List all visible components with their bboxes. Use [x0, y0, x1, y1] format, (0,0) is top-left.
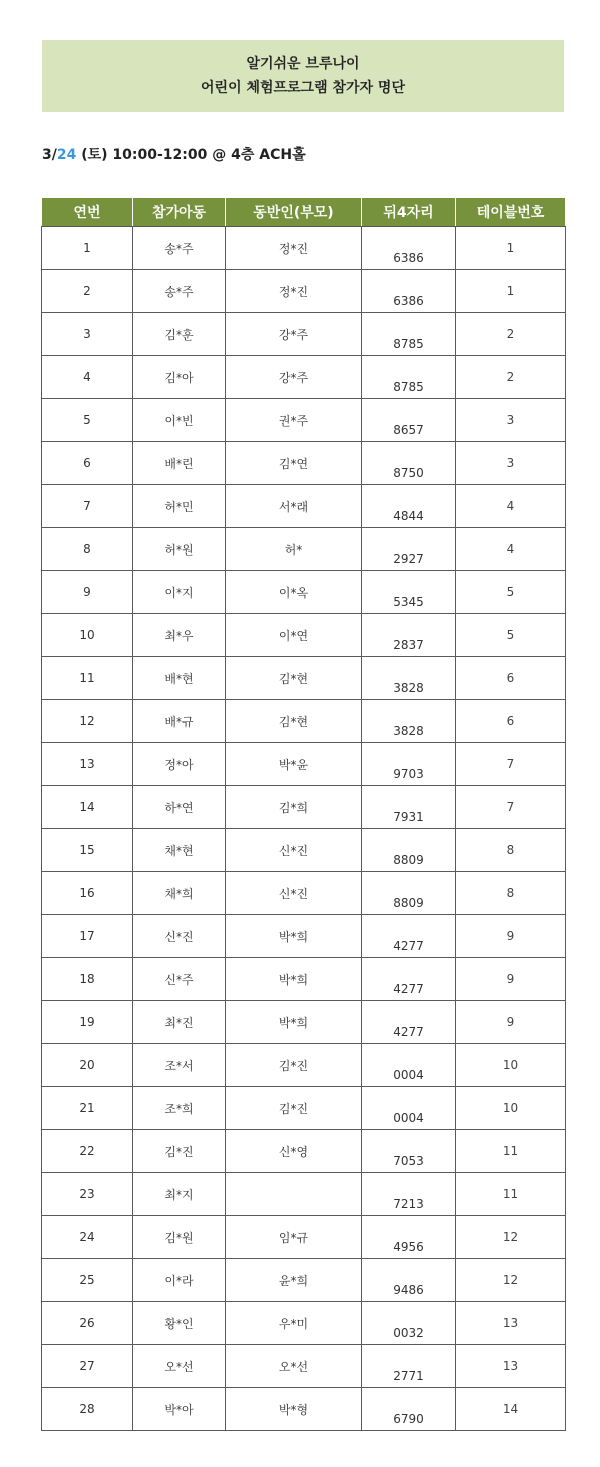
- table-row: [42, 1302, 566, 1345]
- cell-serial: 18: [42, 958, 133, 1001]
- cell-table-no: 13: [456, 1345, 566, 1388]
- cell-child: 하*연: [133, 786, 226, 829]
- table-row: [42, 1001, 566, 1044]
- cell-guardian: 박*형: [226, 1388, 362, 1431]
- cell-guardian: 박*희: [226, 915, 362, 958]
- cell-phone: 4277: [362, 1001, 456, 1044]
- cell-guardian: 신*영: [226, 1130, 362, 1173]
- cell-guardian: 이*옥: [226, 571, 362, 614]
- table-row: [42, 485, 566, 528]
- cell-table-no: 2: [456, 313, 566, 356]
- cell-phone: 9703: [362, 743, 456, 786]
- cell-serial: 15: [42, 829, 133, 872]
- cell-table-no: 3: [456, 399, 566, 442]
- cell-child: 송*주: [133, 270, 226, 313]
- cell-serial: 21: [42, 1087, 133, 1130]
- cell-child: 김*훈: [133, 313, 226, 356]
- cell-phone: 8750: [362, 442, 456, 485]
- cell-table-no: 1: [456, 270, 566, 313]
- cell-child: 김*진: [133, 1130, 226, 1173]
- cell-table-no: 12: [456, 1216, 566, 1259]
- cell-table-no: 11: [456, 1173, 566, 1216]
- cell-table-no: 12: [456, 1259, 566, 1302]
- title-line-2: 어린이 체험프로그램 참가자 명단: [201, 80, 405, 96]
- table-row: [42, 356, 566, 399]
- cell-phone: 6386: [362, 270, 456, 313]
- cell-child: 조*희: [133, 1087, 226, 1130]
- cell-guardian: 권*주: [226, 399, 362, 442]
- cell-phone: 8785: [362, 356, 456, 399]
- cell-phone: 9486: [362, 1259, 456, 1302]
- cell-child: 허*민: [133, 485, 226, 528]
- table-row: [42, 227, 566, 270]
- title-line-1: 알기쉬운 브루나이: [246, 56, 360, 72]
- table-row: [42, 1345, 566, 1388]
- cell-child: 배*린: [133, 442, 226, 485]
- cell-child: 정*아: [133, 743, 226, 786]
- participant-table: [41, 197, 566, 1431]
- cell-phone: 3828: [362, 657, 456, 700]
- cell-table-no: 4: [456, 485, 566, 528]
- cell-table-no: 7: [456, 743, 566, 786]
- cell-table-no: 9: [456, 915, 566, 958]
- cell-guardian: 오*선: [226, 1345, 362, 1388]
- cell-serial: 11: [42, 657, 133, 700]
- cell-phone: 5345: [362, 571, 456, 614]
- table-row: [42, 872, 566, 915]
- cell-child: 조*서: [133, 1044, 226, 1087]
- cell-guardian: 윤*희: [226, 1259, 362, 1302]
- cell-serial: 28: [42, 1388, 133, 1431]
- cell-serial: 26: [42, 1302, 133, 1345]
- cell-phone: 8785: [362, 313, 456, 356]
- table-row: [42, 786, 566, 829]
- cell-serial: 4: [42, 356, 133, 399]
- cell-child: 신*주: [133, 958, 226, 1001]
- header-child: 참가아동: [133, 198, 226, 227]
- cell-guardian: 신*진: [226, 872, 362, 915]
- cell-table-no: 9: [456, 958, 566, 1001]
- cell-child: 오*선: [133, 1345, 226, 1388]
- cell-phone: 2771: [362, 1345, 456, 1388]
- header-phone-last4: 뒤4자리: [362, 198, 456, 227]
- cell-serial: 12: [42, 700, 133, 743]
- cell-child: 박*아: [133, 1388, 226, 1431]
- cell-serial: 5: [42, 399, 133, 442]
- table-row: [42, 1044, 566, 1087]
- cell-guardian: 김*현: [226, 657, 362, 700]
- cell-serial: 20: [42, 1044, 133, 1087]
- cell-child: 배*현: [133, 657, 226, 700]
- cell-table-no: 5: [456, 571, 566, 614]
- table-row: [42, 614, 566, 657]
- header-table-number: 테이블번호: [456, 198, 566, 227]
- cell-table-no: 10: [456, 1087, 566, 1130]
- cell-guardian: 강*주: [226, 356, 362, 399]
- cell-phone: 7931: [362, 786, 456, 829]
- cell-guardian: 김*진: [226, 1044, 362, 1087]
- cell-child: 채*현: [133, 829, 226, 872]
- cell-table-no: 10: [456, 1044, 566, 1087]
- cell-table-no: 4: [456, 528, 566, 571]
- cell-phone: 0004: [362, 1044, 456, 1087]
- table-row: [42, 270, 566, 313]
- table-row: [42, 1087, 566, 1130]
- cell-child: 이*빈: [133, 399, 226, 442]
- table-row: [42, 1130, 566, 1173]
- cell-table-no: 8: [456, 829, 566, 872]
- cell-serial: 1: [42, 227, 133, 270]
- cell-table-no: 8: [456, 872, 566, 915]
- cell-phone: 4277: [362, 958, 456, 1001]
- table-row: [42, 1173, 566, 1216]
- cell-guardian: 허*: [226, 528, 362, 571]
- table-row: [42, 528, 566, 571]
- cell-serial: 17: [42, 915, 133, 958]
- cell-guardian: 김*현: [226, 700, 362, 743]
- table-row: [42, 571, 566, 614]
- cell-serial: 23: [42, 1173, 133, 1216]
- cell-child: 송*주: [133, 227, 226, 270]
- cell-guardian: 김*희: [226, 786, 362, 829]
- cell-guardian: 이*연: [226, 614, 362, 657]
- cell-phone: 4277: [362, 915, 456, 958]
- cell-table-no: 7: [456, 786, 566, 829]
- cell-child: 김*원: [133, 1216, 226, 1259]
- cell-serial: 2: [42, 270, 133, 313]
- cell-serial: 25: [42, 1259, 133, 1302]
- cell-guardian: 김*진: [226, 1087, 362, 1130]
- cell-guardian: 신*진: [226, 829, 362, 872]
- cell-phone: 6790: [362, 1388, 456, 1431]
- cell-table-no: 2: [456, 356, 566, 399]
- cell-serial: 8: [42, 528, 133, 571]
- table-row: [42, 1216, 566, 1259]
- cell-phone: 2927: [362, 528, 456, 571]
- table-row: [42, 1259, 566, 1302]
- cell-child: 이*지: [133, 571, 226, 614]
- cell-phone: 2837: [362, 614, 456, 657]
- cell-table-no: 13: [456, 1302, 566, 1345]
- cell-child: 허*원: [133, 528, 226, 571]
- cell-phone: 0004: [362, 1087, 456, 1130]
- cell-table-no: 14: [456, 1388, 566, 1431]
- cell-guardian: 박*희: [226, 1001, 362, 1044]
- cell-guardian: [226, 1173, 362, 1216]
- cell-child: 최*진: [133, 1001, 226, 1044]
- cell-guardian: 서*래: [226, 485, 362, 528]
- header-serial: 연번: [42, 198, 133, 227]
- cell-phone: 6386: [362, 227, 456, 270]
- cell-phone: 3828: [362, 700, 456, 743]
- cell-table-no: 11: [456, 1130, 566, 1173]
- cell-table-no: 3: [456, 442, 566, 485]
- table-row: [42, 958, 566, 1001]
- cell-phone: 8657: [362, 399, 456, 442]
- cell-child: 황*인: [133, 1302, 226, 1345]
- table-row: [42, 700, 566, 743]
- cell-phone: 8809: [362, 872, 456, 915]
- cell-guardian: 우*미: [226, 1302, 362, 1345]
- table-row: [42, 657, 566, 700]
- cell-serial: 14: [42, 786, 133, 829]
- cell-child: 배*규: [133, 700, 226, 743]
- cell-table-no: 6: [456, 700, 566, 743]
- schedule-day: 24: [56, 147, 77, 163]
- cell-table-no: 1: [456, 227, 566, 270]
- cell-child: 신*진: [133, 915, 226, 958]
- cell-table-no: 9: [456, 1001, 566, 1044]
- cell-serial: 13: [42, 743, 133, 786]
- title-banner: [42, 40, 564, 112]
- cell-serial: 19: [42, 1001, 133, 1044]
- cell-guardian: 박*희: [226, 958, 362, 1001]
- cell-serial: 16: [42, 872, 133, 915]
- cell-serial: 6: [42, 442, 133, 485]
- cell-phone: 7053: [362, 1130, 456, 1173]
- cell-guardian: 임*규: [226, 1216, 362, 1259]
- cell-guardian: 정*진: [226, 270, 362, 313]
- cell-guardian: 정*진: [226, 227, 362, 270]
- cell-serial: 9: [42, 571, 133, 614]
- cell-guardian: 강*주: [226, 313, 362, 356]
- table-row: [42, 313, 566, 356]
- table-row: [42, 442, 566, 485]
- cell-phone: 7213: [362, 1173, 456, 1216]
- table-row: [42, 743, 566, 786]
- cell-table-no: 5: [456, 614, 566, 657]
- table-row: [42, 399, 566, 442]
- schedule-details: (토) 10:00-12:00 @ 4층 ACH홀: [76, 147, 306, 163]
- cell-guardian: 김*연: [226, 442, 362, 485]
- cell-child: 이*라: [133, 1259, 226, 1302]
- schedule-month: 3/: [42, 147, 57, 163]
- table-header-row: [42, 198, 566, 227]
- cell-child: 최*우: [133, 614, 226, 657]
- cell-child: 최*지: [133, 1173, 226, 1216]
- cell-phone: 8809: [362, 829, 456, 872]
- cell-serial: 24: [42, 1216, 133, 1259]
- cell-child: 채*희: [133, 872, 226, 915]
- cell-serial: 3: [42, 313, 133, 356]
- header-guardian: 동반인(부모): [226, 198, 362, 227]
- cell-serial: 27: [42, 1345, 133, 1388]
- cell-phone: 4844: [362, 485, 456, 528]
- cell-phone: 0032: [362, 1302, 456, 1345]
- table-row: [42, 829, 566, 872]
- event-schedule: [42, 144, 306, 164]
- cell-phone: 4956: [362, 1216, 456, 1259]
- cell-serial: 22: [42, 1130, 133, 1173]
- table-row: [42, 1388, 566, 1431]
- cell-serial: 7: [42, 485, 133, 528]
- table-body: [42, 227, 566, 1431]
- cell-child: 김*아: [133, 356, 226, 399]
- table-row: [42, 915, 566, 958]
- cell-serial: 10: [42, 614, 133, 657]
- cell-guardian: 박*윤: [226, 743, 362, 786]
- cell-table-no: 6: [456, 657, 566, 700]
